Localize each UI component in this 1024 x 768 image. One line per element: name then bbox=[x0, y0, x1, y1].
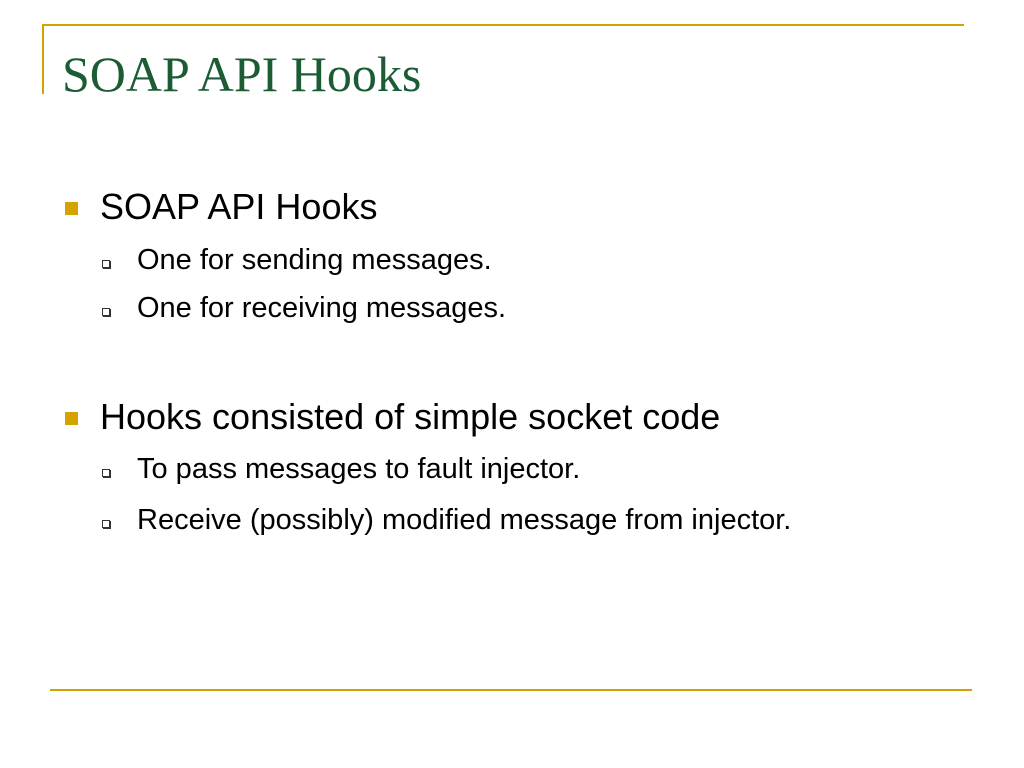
bullet-text: SOAP API Hooks bbox=[100, 186, 378, 227]
bullet-text: Hooks consisted of simple socket code bbox=[100, 396, 721, 437]
box-bullet-icon bbox=[102, 260, 110, 268]
sub-bullet-text: To pass messages to fault injector. bbox=[137, 453, 581, 485]
square-bullet-icon bbox=[65, 202, 78, 215]
sub-bullet-text: One for sending messages. bbox=[137, 244, 492, 276]
box-bullet-icon bbox=[102, 308, 110, 316]
bullet-list bbox=[62, 0, 1012, 768]
sub-bullet-text: One for receiving messages. bbox=[137, 292, 507, 324]
sub-bullet-text: Receive (possibly) modified message from injector. bbox=[137, 504, 792, 536]
box-bullet-icon bbox=[102, 520, 110, 528]
slide-title: SOAP API Hooks bbox=[62, 46, 422, 102]
title-frame-left-rule bbox=[42, 24, 44, 94]
footer-rule bbox=[50, 689, 972, 691]
box-bullet-icon bbox=[102, 469, 110, 477]
square-bullet-icon bbox=[65, 412, 78, 425]
